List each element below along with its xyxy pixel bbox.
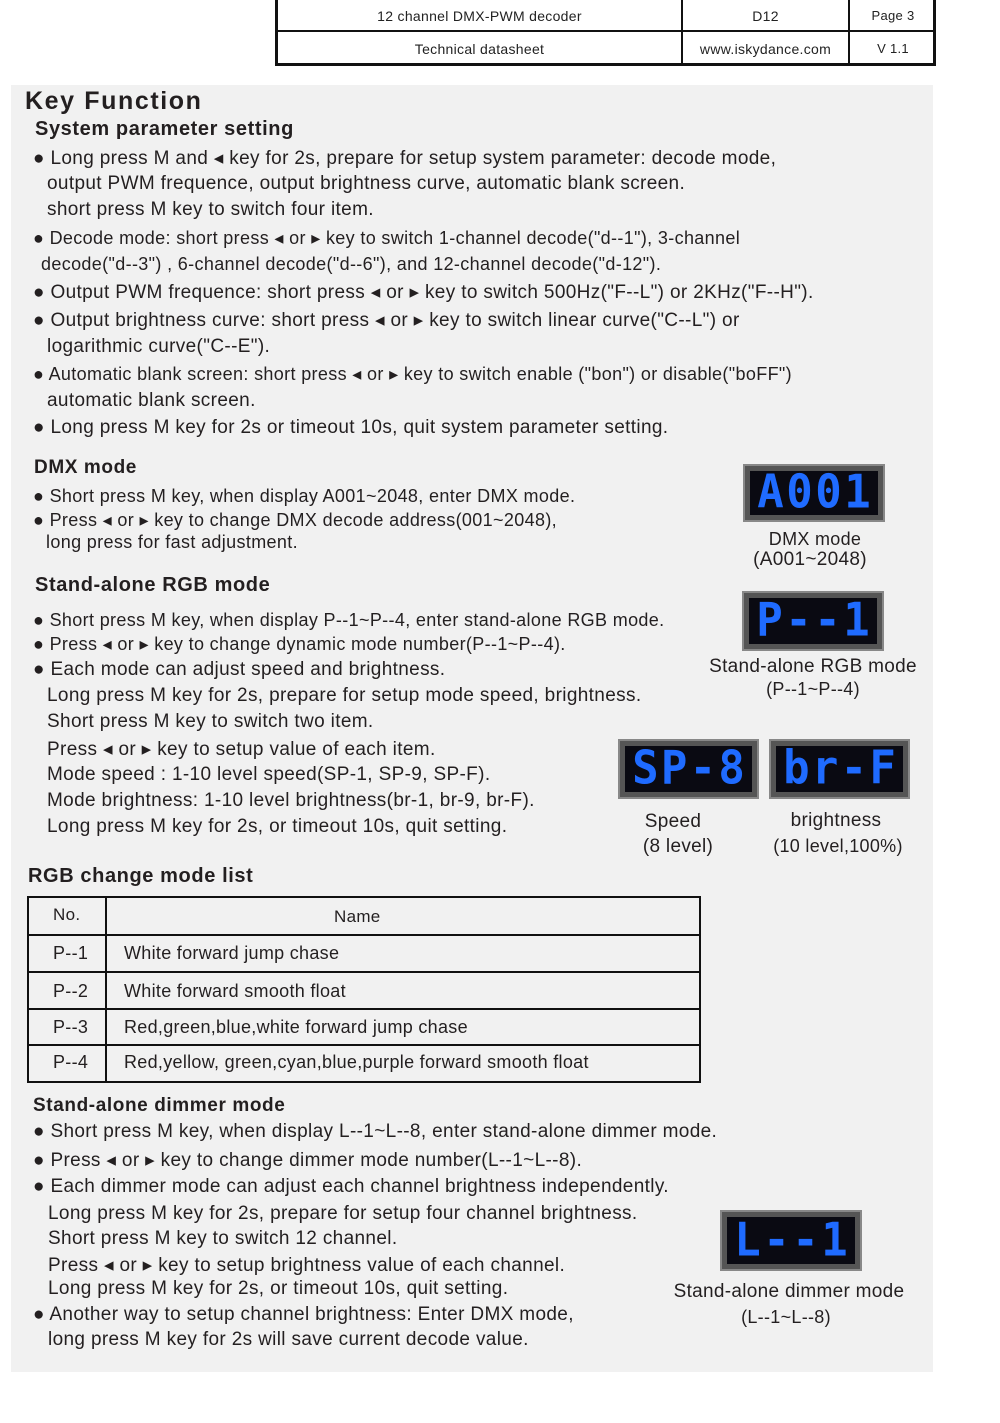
caption-dmx-range: (A001~2048) xyxy=(753,549,867,570)
table-cell-no: P--4 xyxy=(53,1052,89,1072)
system-line: ● Automatic blank screen: short press ◂ or ▸ key to switch enable ("bon") or disable("boFF") xyxy=(33,364,793,384)
led-screen xyxy=(776,741,903,796)
caption-brightness-level: (10 level,100%) xyxy=(773,836,903,856)
dimmer-line: Long press M key for 2s, or timeout 10s, quit setting. xyxy=(48,1278,509,1299)
table-cell-name: Red,yellow, green,cyan,blue,purple forward smooth float xyxy=(124,1052,589,1072)
led-digit: - xyxy=(785,593,812,648)
led-digit: 1 xyxy=(843,593,870,648)
rgb-line: ● Press ◂ or ▸ key to change dynamic mode number(P--1~P--4). xyxy=(33,634,566,654)
dimmer-line: ● Another way to setup channel brightness: Enter DMX mode, xyxy=(33,1304,574,1325)
table-row-divider xyxy=(29,1008,699,1010)
rgb-line: Long press M key for 2s, prepare for setup mode speed, brightness. xyxy=(47,685,642,706)
led-display-dimmer xyxy=(720,1210,862,1271)
dimmer-line: Short press M key to switch 12 channel. xyxy=(48,1228,398,1249)
system-line: short press M key to switch four item. xyxy=(47,199,374,220)
led-display-dmx xyxy=(743,464,885,522)
led-screen xyxy=(727,1213,855,1267)
table-cell-no: P--3 xyxy=(53,1017,89,1037)
table-cell-no: P--2 xyxy=(53,981,89,1001)
table-row-divider xyxy=(29,971,699,973)
system-line: ● Output PWM frequence: short press ◂ or ▸ key to switch 500Hz("F--L") or 2KHz("F--H"). xyxy=(33,282,814,303)
led-digit: - xyxy=(814,593,841,648)
led-digit: S xyxy=(632,741,659,796)
led-digit: 1 xyxy=(844,465,871,520)
table-header-no: No. xyxy=(53,905,81,924)
header-version: V 1.1 xyxy=(877,41,909,56)
rgb-line: ● Short press M key, when display P--1~P--4, enter stand-alone RGB mode. xyxy=(33,610,665,630)
system-line: ● Output brightness curve: short press ◂ or ▸ key to switch linear curve("C--L") or xyxy=(33,310,740,331)
header-doc-type: Technical datasheet xyxy=(414,40,545,57)
header-table xyxy=(275,0,936,66)
led-digit: P xyxy=(756,593,783,648)
rgb-line: Short press M key to switch two item. xyxy=(47,711,374,732)
page-title: Key Function xyxy=(25,87,203,115)
led-display-brightness xyxy=(769,739,910,799)
led-digit: - xyxy=(763,1213,790,1267)
header-product: 12 channel DMX-PWM decoder xyxy=(377,7,582,24)
header-model: D12 xyxy=(752,7,779,24)
led-digit: - xyxy=(840,741,868,796)
system-line: logarithmic curve("C--E"). xyxy=(47,336,271,357)
dimmer-line: ● Short press M key, when display L--1~L--8, enter stand-alone dimmer mode. xyxy=(33,1121,718,1142)
led-digit: r xyxy=(811,741,839,796)
header-page: Page 3 xyxy=(871,8,915,23)
dimmer-line: long press M key for 2s will save current decode value. xyxy=(48,1329,529,1350)
table-cell-name: White forward jump chase xyxy=(124,943,340,963)
led-screen xyxy=(750,465,878,520)
rgb-line: Long press M key for 2s, or timeout 10s, quit setting. xyxy=(47,816,508,837)
section-heading-system: System parameter setting xyxy=(35,118,294,140)
section-heading-rgb: Stand-alone RGB mode xyxy=(35,574,271,596)
led-digit: F xyxy=(869,741,896,796)
caption-rgb-range: (P--1~P--4) xyxy=(766,679,860,699)
dimmer-line: ● Each dimmer mode can adjust each channel brightness independently. xyxy=(33,1176,669,1197)
caption-dimmer-range: (L--1~L--8) xyxy=(741,1307,831,1327)
dimmer-line: ● Press ◂ or ▸ key to change dimmer mode number(L--1~L--8). xyxy=(33,1150,583,1171)
led-digit: 8 xyxy=(718,741,745,796)
system-line: ● Decode mode: short press ◂ or ▸ key to switch 1-channel decode("d--1"), 3-channel xyxy=(33,228,741,248)
dmx-line: long press for fast adjustment. xyxy=(46,532,298,552)
caption-speed: Speed xyxy=(644,811,702,832)
mode-list-table xyxy=(27,896,701,1083)
dmx-line: ● Short press M key, when display A001~2048, enter DMX mode. xyxy=(33,486,576,506)
table-cell-name: Red,green,blue,white forward jump chase xyxy=(124,1017,468,1037)
table-header-name: Name xyxy=(334,907,381,926)
table-cell-no: P--1 xyxy=(53,943,89,963)
dimmer-line: Press ◂ or ▸ key to setup brightness value of each channel. xyxy=(48,1255,566,1276)
dmx-line: ● Press ◂ or ▸ key to change DMX decode address(001~2048), xyxy=(33,510,558,530)
rgb-line: Press ◂ or ▸ key to setup value of each item. xyxy=(47,739,436,760)
section-heading-dmx: DMX mode xyxy=(34,457,137,478)
caption-dimmer-mode: Stand-alone dimmer mode xyxy=(673,1281,905,1302)
caption-rgb-mode: Stand-alone RGB mode xyxy=(709,656,917,677)
led-screen xyxy=(625,741,752,796)
led-digit: 0 xyxy=(786,465,813,520)
table-column-divider xyxy=(105,898,107,1081)
table-row-divider xyxy=(29,934,699,936)
led-display-speed xyxy=(618,739,759,799)
caption-dmx-mode: DMX mode xyxy=(768,529,862,549)
system-line: ● Long press M and ◂ key for 2s, prepare for setup system parameter: decode mode, xyxy=(33,148,777,169)
led-digit: b xyxy=(783,741,810,796)
table-row-divider xyxy=(29,1044,699,1046)
section-heading-mode-list: RGB change mode list xyxy=(28,865,254,887)
rgb-line: Mode brightness: 1-10 level brightness(br-1, br-9, br-F). xyxy=(47,790,535,811)
system-line: automatic blank screen. xyxy=(47,390,256,411)
led-display-rgb xyxy=(742,591,884,651)
table-cell-name: White forward smooth float xyxy=(124,981,346,1001)
system-line: output PWM frequence, output brightness curve, automatic blank screen. xyxy=(47,173,686,194)
section-heading-dimmer: Stand-alone dimmer mode xyxy=(33,1095,286,1116)
led-digit: P xyxy=(660,741,688,796)
led-digit: A xyxy=(757,465,784,520)
led-digit: L xyxy=(734,1213,761,1267)
led-digit: 0 xyxy=(815,465,842,520)
led-digit: - xyxy=(689,741,717,796)
led-screen xyxy=(749,593,877,648)
system-line: decode("d--3") , 6-channel decode("d--6"), and 12-channel decode("d-12"). xyxy=(41,254,662,274)
caption-brightness: brightness xyxy=(790,810,882,831)
rgb-line: Mode speed : 1-10 level speed(SP-1, SP-9, SP-F). xyxy=(47,764,491,785)
header-website[interactable]: www.iskydance.com xyxy=(699,40,832,57)
led-digit: - xyxy=(792,1213,819,1267)
dimmer-line: Long press M key for 2s, prepare for setup four channel brightness. xyxy=(48,1203,638,1224)
led-digit: 1 xyxy=(821,1213,848,1267)
caption-speed-level: (8 level) xyxy=(642,836,714,857)
rgb-line: ● Each mode can adjust speed and brightness. xyxy=(33,659,446,680)
system-line: ● Long press M key for 2s or timeout 10s, quit system parameter setting. xyxy=(33,417,669,438)
